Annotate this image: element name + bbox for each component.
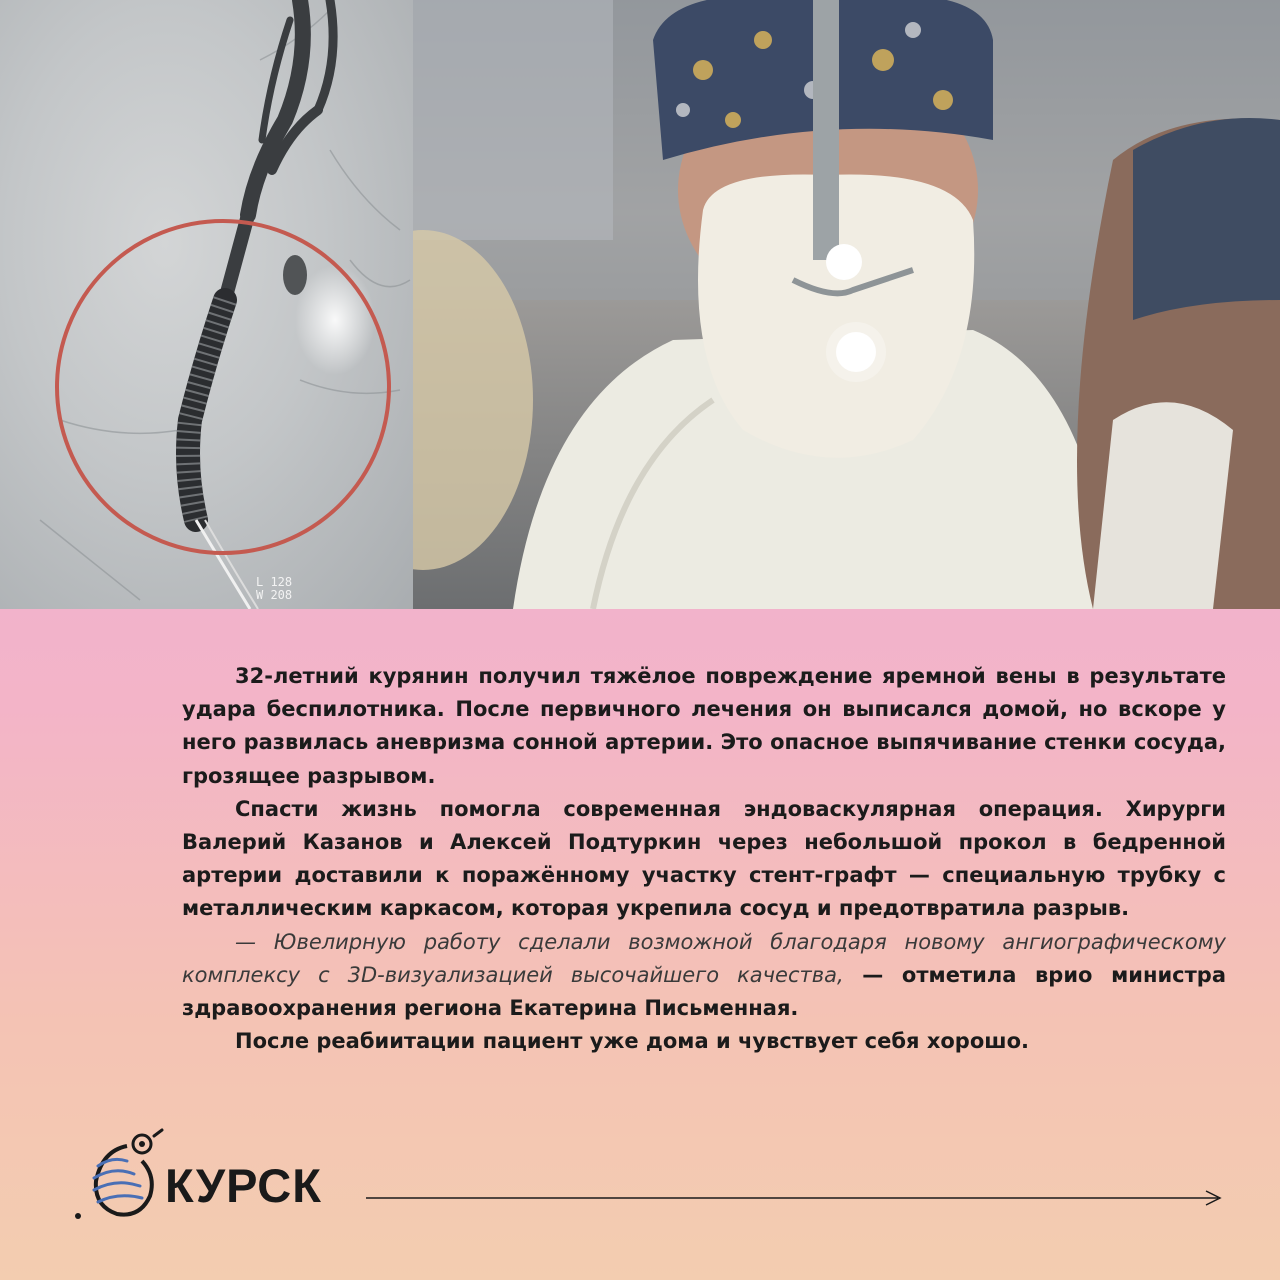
surgeon-photo xyxy=(413,0,1280,609)
article-paragraph-4: После реабиитации пациент уже дома и чувствует себя хорошо. xyxy=(235,1029,1029,1054)
nightingale-logo-icon xyxy=(72,1126,167,1226)
angiogram-image xyxy=(0,0,413,609)
angiogram-caption: L 128 W 208 xyxy=(256,575,293,602)
angiogram-illustration xyxy=(0,0,413,609)
photo-collage xyxy=(0,0,1280,609)
highlight-circle xyxy=(57,221,389,553)
article-paragraph-3 xyxy=(182,926,1226,1026)
arrow-decoration xyxy=(366,1188,1226,1208)
article-text xyxy=(182,660,1226,1058)
kursk-logo xyxy=(72,1126,372,1226)
surgeon-illustration xyxy=(413,0,1280,609)
logo-text: КУРСК xyxy=(165,1159,322,1212)
article-paragraph-1: 32-летний курянин получил тяжёлое повреждение яремной вены в результате удара беспилотника. После первичного лечения он выписался домой, но вскоре у него развилась аневризма сонной артерии. Это опасное выпячивание стенки сосуда, грозящее разрывом. xyxy=(182,664,1226,788)
article-paragraph-2: Спасти жизнь помогла современная эндоваскулярная операция. Хирурги Валерий Казанов и Алексей Подтуркин через небольшой прокол в бедренной артерии доставили к поражённому участку стент-графт — специальную трубку с металлическим каркасом, которая укрепила сосуд и предотвратила разрыв. xyxy=(182,796,1226,921)
quote-attribution: — отметила врио министра здравоохранения региона Екатерина Письменная. xyxy=(182,962,1227,1021)
quote-text: — Ювелирную работу сделали возможной благодаря новому ангиографическому комплексу с 3D-визуализацией высочайшего качества, xyxy=(182,929,1226,987)
